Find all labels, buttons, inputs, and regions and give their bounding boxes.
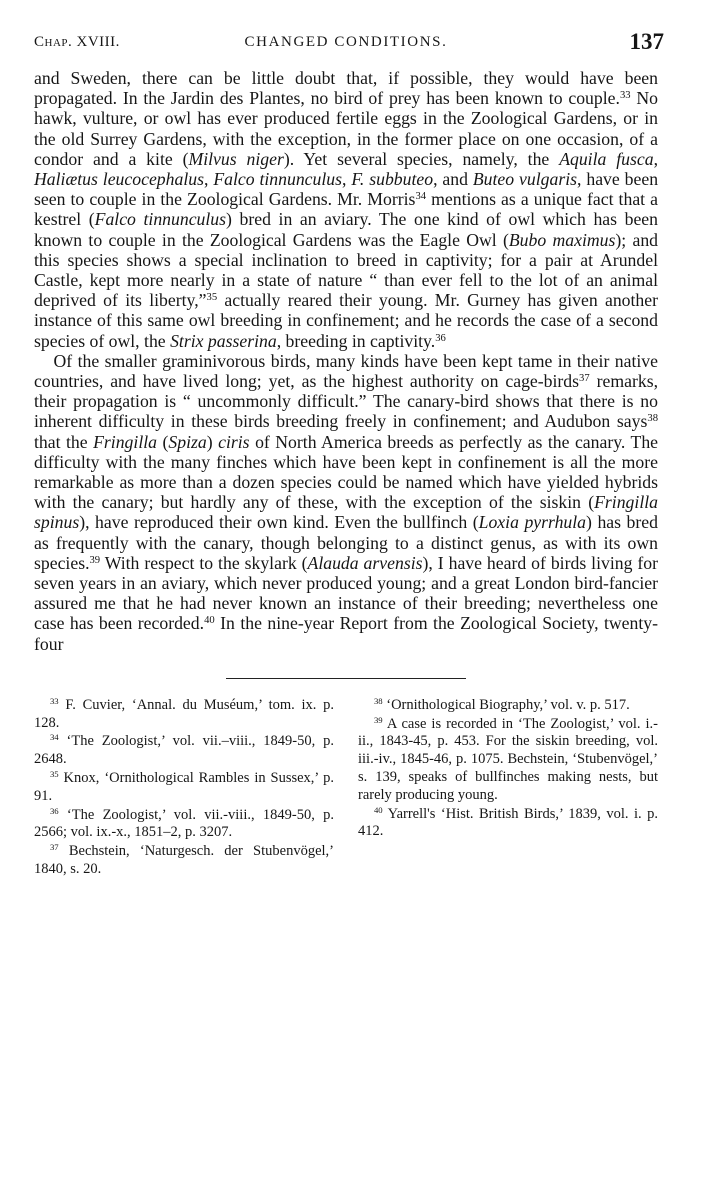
body-text	[34, 68, 658, 654]
footnote-ref-38: 38	[647, 413, 658, 425]
species-name: F. subbuteo	[351, 169, 434, 190]
footnotes-right-column	[358, 697, 658, 880]
running-head	[34, 28, 664, 58]
book-page	[34, 28, 664, 880]
footnote-ref-33: 33	[619, 90, 631, 102]
footnote-35: $^{35}$ Knox, ‘Ornithological Rambles in Sussex,’ p. 91.	[34, 769, 334, 804]
species-name: ciris	[218, 431, 250, 452]
species-name: Fringilla spinus	[34, 492, 658, 533]
footnote-ref-36: 36	[435, 332, 446, 344]
page-number: 137	[629, 29, 664, 54]
footnotes-left-column	[34, 697, 334, 880]
footnote-ref-35: 35	[206, 292, 218, 304]
footnote-37: $^{37}$ Bechstein, ‘Naturgesch. der Stubenvögel,’ 1840, s. 20.	[34, 842, 334, 878]
running-title: CHANGED CONDITIONS.	[244, 34, 448, 50]
footnote-ref-39: 39	[89, 555, 101, 567]
footnote-38: $^{38}$ ‘Ornithological Biography,’ vol. v. p. 517.	[373, 696, 630, 713]
species-name: Loxia pyrrhula	[478, 512, 587, 533]
species-name: Spiza	[168, 431, 207, 452]
species-name: Alauda arvensis	[307, 552, 423, 573]
paragraph-birds-of-prey: and Sweden, there can be little doubt that, if possible, they would have been propagated. In the Jardin des Plantes, no bird of prey has been known to couple.$^{33}$ No hawk, vulture, or owl has ever produced fertile eggs in the Zoological Gardens, or in the old Surrey Gardens, with the exception, in the former place on one occasion, of a condor and a kite (Milvus niger). Yet several species, namely, the Aquila fusca, Haliætus leucocephalus, Falco tinnunculus, F. subbuteo, and Buteo vulgaris, have been seen to couple in the Zoological Gardens. Mr. Morris$^{34}$ mentions as a unique fact that a kestrel (Falco tinnunculus) bred in an aviary. The one kind of owl which has been known to couple in the Zoological Gardens was the Eagle Owl (Bubo maximus); and this species shows a special inclination to breed in captivity; for a pair at Arundel Castle, kept more nearly in a state of nature “ than ever fell to the lot of an animal deprived of its liberty,”$^{35}$ actually reared their young. Mr. Gurney has given another instance of this same owl breeding in confinement; and he records the case of a second species of owl, the Strix passerina, breeding in captivity.$^{36}$	[34, 68, 659, 351]
species-name: Aquila fusca	[559, 148, 654, 169]
footnote-33: $^{33}$ F. Cuvier, ‘Annal. du Muséum,’ tom. ix. p. 128.	[34, 696, 334, 731]
species-name: Falco tinnunculus	[94, 209, 227, 230]
species-name: Haliætus leucocephalus	[34, 169, 204, 190]
footnote-39: $^{39}$ A case is recorded in ‘The Zoologist,’ vol. i.-ii., 1843-45, p. 453. For the siskin breeding, vol. iii.-iv., 1845-46, p. 1075. Bechstein, ‘Stubenvögel,’ s. 139, speaks of bullfinches making nests, but rarely producing young.	[358, 714, 658, 803]
footnote-34: $^{34}$ ‘The Zoologist,’ vol. vii.–viii., 1849-50, p. 2648.	[34, 732, 334, 768]
footnote-ref-40: 40	[204, 615, 215, 627]
footnote-36: $^{36}$ ‘The Zoologist,’ vol. vii.-viii., 1849-50, p. 2566; vol. ix.-x., 1851–2, p. 3207.	[34, 805, 334, 841]
footnote-40: $^{40}$ Yarrell's ‘Hist. British Birds,’ 1839, vol. i. p. 412.	[358, 804, 658, 840]
footnote-ref-34: 34	[415, 191, 427, 203]
species-name: Bubo maximus	[508, 229, 616, 250]
species-name: Fringilla	[93, 431, 157, 452]
species-name: Falco tinnunculus	[213, 169, 343, 190]
species-name: Milvus niger	[188, 148, 284, 169]
footnote-divider	[226, 678, 466, 679]
species-name: Buteo vulgaris	[472, 169, 578, 190]
footnote-ref-37: 37	[579, 373, 590, 385]
paragraph-graminivorous-birds: Of the smaller graminivorous birds, many kinds have been kept tame in their native countries, and have lived long; yet, as the highest authority on cage-birds$^{37}$ remarks, their propagation is “ uncommonly difficult.” The canary-bird shows that there is no inherent difficulty in these birds breeding freely in confinement; and Audubon says$^{38}$ that the Fringilla (Spiza) ciris of North America breeds as perfectly as the canary. The difficulty with the many finches which have been kept in confinement is all the more remarkable as more than a dozen species could be named which have yielded hybrids with the canary; but hardly any of these, with the exception of the siskin (Fringilla spinus), have reproduced their own kind. Even the bullfinch (Loxia pyrrhula) has bred as frequently with the canary, though belonging to a distinct genus, as with its own species.$^{39}$ With respect to the skylark (Alauda arvensis), I have heard of birds living for seven years in an aviary, which never produced young; and a great London bird-fancier assured me that he had never known an instance of their breeding; nevertheless one case has been recorded.$^{40}$ In the nine-year Report from the Zoological Society, twenty-four	[34, 350, 659, 654]
footnotes	[34, 697, 658, 880]
species-name: Strix passerina	[170, 330, 277, 351]
chapter-label: Chap. XVIII.	[34, 34, 120, 50]
